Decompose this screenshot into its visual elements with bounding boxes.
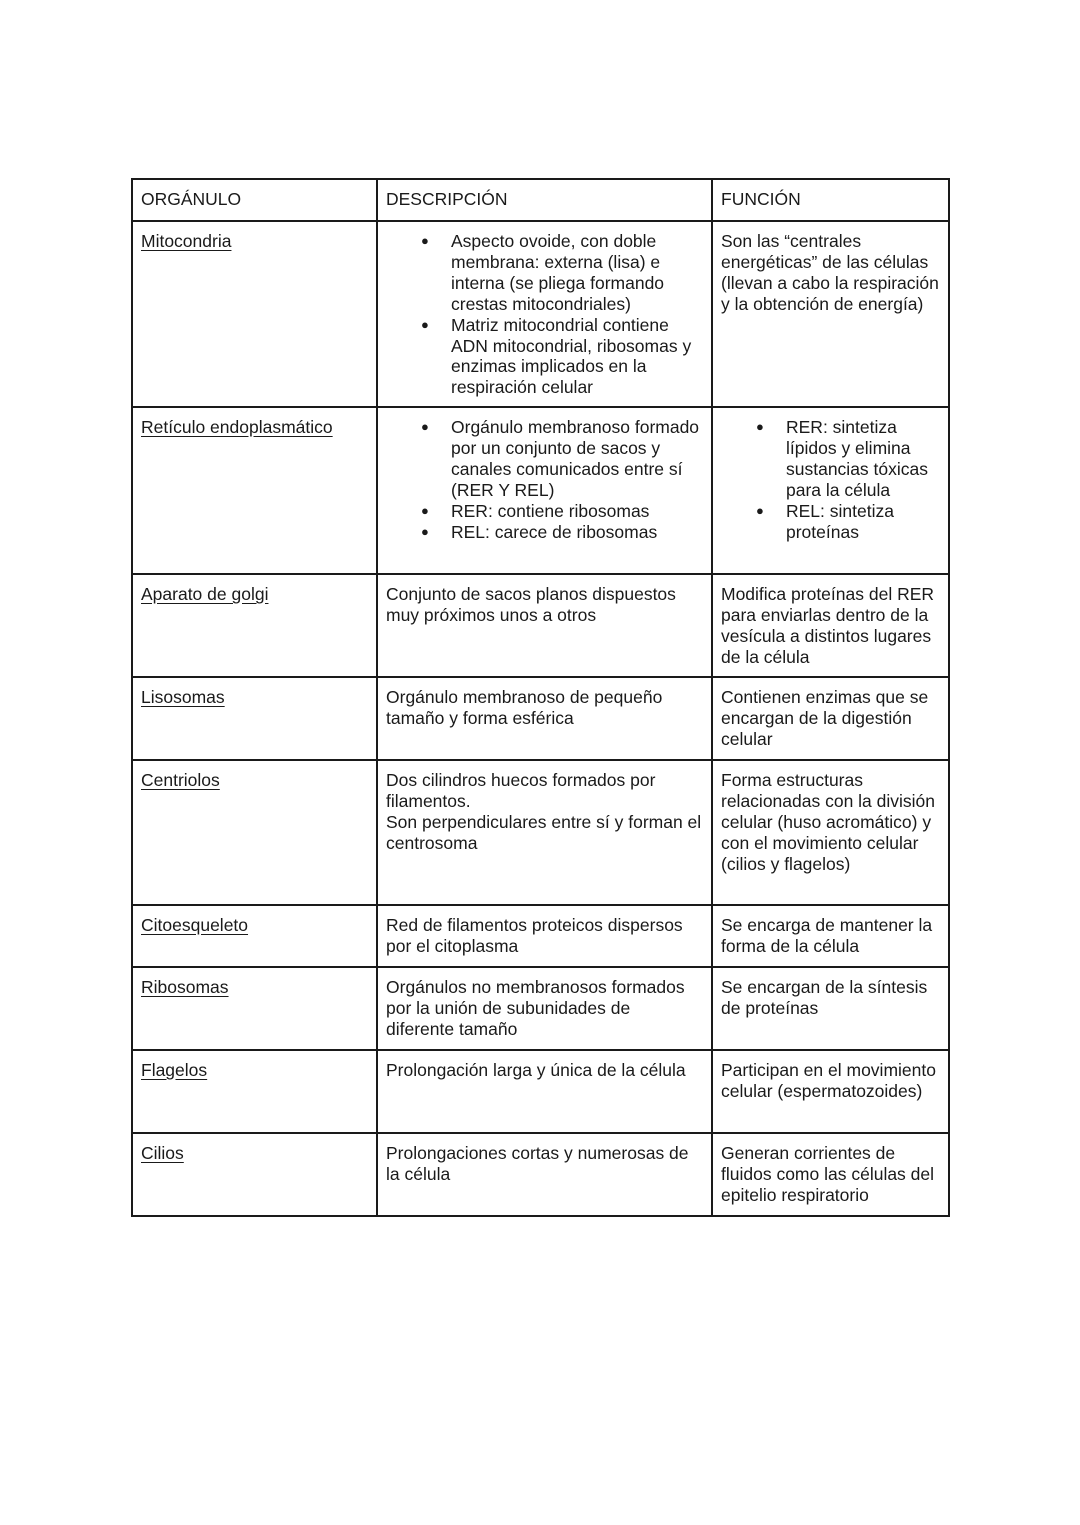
description-cell: [377, 1050, 712, 1133]
organelle-name: Aparato de golgi: [141, 584, 269, 604]
table-row: [132, 677, 949, 760]
description-cell: [377, 677, 712, 760]
organelle-name: Mitocondria: [141, 231, 232, 251]
list-item: ● REL: sintetiza proteínas: [786, 501, 940, 543]
description-cell: [377, 760, 712, 905]
function-text: Son las “centrales energéticas” de las células (llevan a cabo la respiración y la obtención de energía): [721, 231, 939, 314]
table-row: [132, 574, 949, 677]
function-text: Se encargan de la síntesis de proteínas: [721, 977, 928, 1018]
organelle-name: Citoesqueleto: [141, 915, 249, 935]
header-row: [132, 179, 949, 221]
organelle-name: Flagelos: [141, 1060, 208, 1080]
header-function: FUNCIÓN: [712, 179, 949, 221]
organelle-name: Cilios: [141, 1143, 184, 1163]
organelle-cell: [132, 574, 377, 677]
table-row: [132, 1050, 949, 1133]
header-organelle: ORGÁNULO: [132, 179, 377, 221]
function-text: Participan en el movimiento celular (espermatozoides): [721, 1060, 936, 1101]
function-text: Forma estructuras relacionadas con la división celular (huso acromático) y con el movimiento celular (cilios y flagelos): [721, 770, 936, 874]
function-cell: [712, 574, 949, 677]
table-row: [132, 905, 949, 967]
description-text: Prolongación larga y única de la célula: [386, 1060, 686, 1080]
description-list: [386, 417, 703, 542]
organelle-name: Lisosomas: [141, 687, 225, 707]
function-text: Modifica proteínas del RER para enviarlas dentro de la vesícula a distintos lugares de la célula: [721, 584, 935, 667]
description-cell: [377, 221, 712, 407]
description-text: Prolongaciones cortas y numerosas de la célula: [386, 1143, 689, 1184]
table-row: [132, 1133, 949, 1216]
description-list: [386, 231, 703, 398]
function-text: Se encarga de mantener la forma de la célula: [721, 915, 933, 956]
function-cell: [712, 1050, 949, 1133]
organelle-name: Centriolos: [141, 770, 220, 790]
description-cell: [377, 574, 712, 677]
organelle-cell: [132, 905, 377, 967]
function-cell: [712, 221, 949, 407]
description-text: Red de filamentos proteicos dispersos por el citoplasma: [386, 915, 683, 956]
table-row: [132, 760, 949, 905]
description-text: Orgánulos no membranosos formados por la unión de subunidades de diferente tamaño: [386, 977, 685, 1039]
function-cell: [712, 677, 949, 760]
list-item: ● Orgánulo membranoso formado por un conjunto de sacos y canales comunicados entre sí (RER Y REL): [451, 417, 703, 501]
function-text: Generan corrientes de fluidos como las células del epitelio respiratorio: [721, 1143, 935, 1205]
organelle-cell: [132, 967, 377, 1050]
function-cell: [712, 407, 949, 574]
function-text: Contienen enzimas que se encargan de la digestión celular: [721, 687, 929, 749]
description-text: Conjunto de sacos planos dispuestos muy próximos unos a otros: [386, 584, 676, 625]
organelle-cell: [132, 221, 377, 407]
list-item: ● Matriz mitocondrial contiene ADN mitocondrial, ribosomas y enzimas implicados en la respiración celular: [451, 315, 703, 399]
function-cell: [712, 760, 949, 905]
table-row: [132, 407, 949, 574]
list-item: ● Aspecto ovoide, con doble membrana: externa (lisa) e interna (se pliega formando crestas mitocondriales): [451, 231, 703, 315]
description-text: Dos cilindros huecos formados por filamentos.: [386, 770, 656, 811]
description-text: Orgánulo membranoso de pequeño tamaño y forma esférica: [386, 687, 663, 728]
organelle-cell: [132, 407, 377, 574]
function-cell: [712, 1133, 949, 1216]
organelle-cell: [132, 677, 377, 760]
table-row: [132, 967, 949, 1050]
table-row: [132, 221, 949, 407]
organelle-cell: [132, 1050, 377, 1133]
function-cell: [712, 967, 949, 1050]
list-item: ● REL: carece de ribosomas: [451, 522, 703, 543]
header-description: DESCRIPCIÓN: [377, 179, 712, 221]
organelle-name: Ribosomas: [141, 977, 229, 997]
description-cell: [377, 407, 712, 574]
function-cell: [712, 905, 949, 967]
organelle-name: Retículo endoplasmático: [141, 417, 333, 437]
description-cell: [377, 905, 712, 967]
list-item: ● RER: contiene ribosomas: [451, 501, 703, 522]
list-item: ● RER: sintetiza lípidos y elimina sustancias tóxicas para la célula: [786, 417, 940, 501]
description-cell: [377, 1133, 712, 1216]
function-list: [721, 417, 940, 542]
organelles-table: [131, 178, 950, 1217]
organelle-cell: [132, 1133, 377, 1216]
description-text: Son perpendiculares entre sí y forman el centrosoma: [386, 811, 702, 853]
description-cell: [377, 967, 712, 1050]
organelle-cell: [132, 760, 377, 905]
